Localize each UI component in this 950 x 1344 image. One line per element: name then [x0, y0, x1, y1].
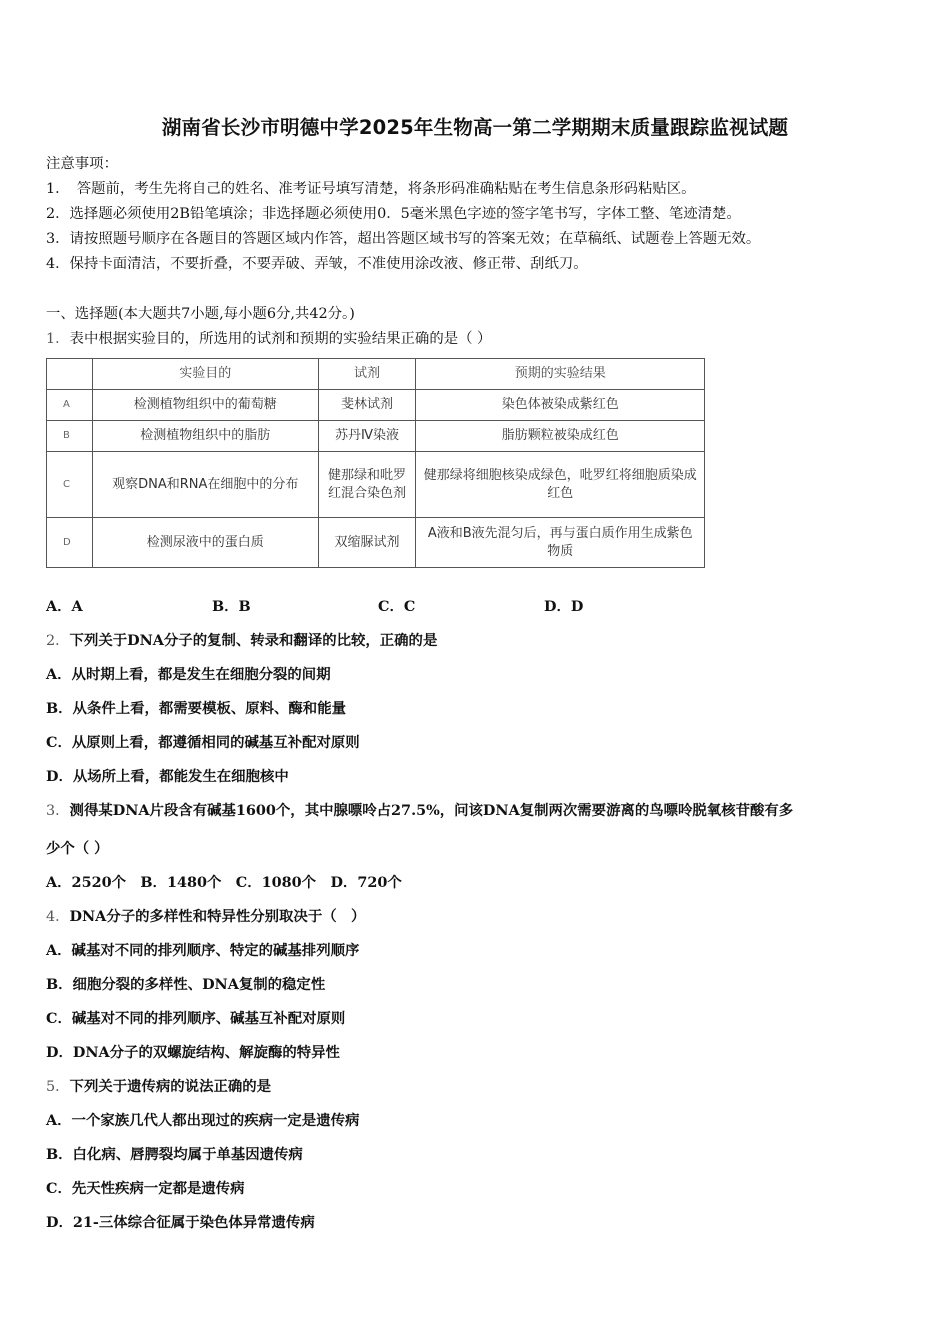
table-header: 试剂	[318, 359, 416, 390]
option-d[interactable]: D．从场所上看，都能发生在细胞核中	[46, 768, 289, 785]
question-stem: 下列关于DNA分子的复制、转录和翻译的比较，正确的是	[69, 632, 438, 649]
row-label: C	[47, 452, 93, 518]
table-header	[47, 359, 93, 390]
table-header-row	[47, 359, 705, 390]
table-cell: 检测尿液中的蛋白质	[92, 518, 318, 568]
question-number: 4．	[46, 909, 70, 925]
question-3-stem-continued: 少个（ ）	[46, 840, 109, 857]
option-c[interactable]: C．碱基对不同的排列顺序、碱基互补配对原则	[46, 1010, 346, 1027]
option-c[interactable]: C．C	[378, 598, 416, 615]
table-row	[47, 390, 705, 421]
question-2	[46, 629, 437, 650]
question-number: 2．	[46, 633, 70, 649]
table-cell: 染色体被染成紫红色	[416, 390, 705, 421]
question-number: 1．	[46, 331, 70, 347]
notice-item-1: 1． 答题前，考生先将自己的姓名、准考证号填写清楚，将条形码准确粘贴在考生信息条形码粘贴区。	[46, 181, 696, 197]
table-cell: 健那绿和吡罗红混合染色剂	[318, 452, 416, 518]
row-label: B	[47, 421, 93, 452]
option-b[interactable]: B．B	[212, 598, 251, 615]
section-heading: 一、选择题(本大题共7小题,每小题6分,共42分。)	[46, 306, 355, 322]
option-a[interactable]: A．从时期上看，都是发生在细胞分裂的间期	[46, 666, 331, 683]
page-title: 湖南省长沙市明德中学2025年生物高一第二学期期末质量跟踪监视试题	[161, 116, 789, 139]
question-number: 3．	[46, 803, 70, 819]
question-stem: 下列关于遗传病的说法正确的是	[69, 1078, 272, 1095]
question-stem: DNA分子的多样性和特异性分别取决于（ ）	[69, 908, 366, 925]
option-b[interactable]: B．细胞分裂的多样性、DNA复制的稳定性	[46, 976, 326, 993]
question-3	[46, 799, 793, 820]
option-d[interactable]: D．D	[544, 598, 584, 615]
q3-options[interactable]: A．2520个 B．1480个 C．1080个 D．720个	[46, 874, 402, 891]
table-cell: 检测植物组织中的葡萄糖	[92, 390, 318, 421]
row-label: A	[47, 390, 93, 421]
notice-item-4: 4．保持卡面清洁，不要折叠，不要弄破、弄皱，不准使用涂改液、修正带、刮纸刀。	[46, 256, 588, 272]
question-stem: 测得某DNA片段含有碱基1600个，其中腺嘌呤占27.5%，问该DNA复制两次需要游离的鸟嘌呤脱氧核苷酸有多	[69, 802, 794, 819]
table-cell: 健那绿将细胞核染成绿色，吡罗红将细胞质染成红色	[416, 452, 705, 518]
option-d[interactable]: D．21-三体综合征属于染色体异常遗传病	[46, 1214, 315, 1231]
option-a[interactable]: A．碱基对不同的排列顺序、特定的碱基排列顺序	[46, 942, 360, 959]
table-cell: 检测植物组织中的脂肪	[92, 421, 318, 452]
question-5	[46, 1075, 271, 1096]
question-1	[46, 327, 491, 348]
table-row	[47, 452, 705, 518]
question-4	[46, 905, 365, 926]
table-cell: 观察DNA和RNA在细胞中的分布	[92, 452, 318, 518]
table-header: 预期的实验结果	[416, 359, 705, 390]
notice-item-3: 3．请按照题号顺序在各题目的答题区域内作答，超出答题区域书写的答案无效；在草稿纸、试题卷上答题无效。	[46, 231, 761, 247]
table-cell: 斐林试剂	[318, 390, 416, 421]
table-cell: A液和B液先混匀后，再与蛋白质作用生成紫色物质	[416, 518, 705, 568]
question-stem: 表中根据实验目的，所选用的试剂和预期的实验结果正确的是（ ）	[69, 331, 492, 347]
notice-item-2: 2．选择题必须使用2B铅笔填涂；非选择题必须使用0．5毫米黑色字迹的签字笔书写，字体工整、笔迹清楚。	[46, 206, 741, 222]
option-a[interactable]: A．一个家族几代人都出现过的疾病一定是遗传病	[46, 1112, 360, 1129]
table-cell: 双缩脲试剂	[318, 518, 416, 568]
table-cell: 脂肪颗粒被染成红色	[416, 421, 705, 452]
option-b[interactable]: B．从条件上看，都需要模板、原料、酶和能量	[46, 700, 346, 717]
table-row	[47, 421, 705, 452]
table-row	[47, 518, 705, 568]
option-c[interactable]: C．从原则上看，都遵循相同的碱基互补配对原则	[46, 734, 360, 751]
option-d[interactable]: D．DNA分子的双螺旋结构、解旋酶的特异性	[46, 1044, 340, 1061]
experiment-table	[46, 358, 705, 568]
option-c[interactable]: C．先天性疾病一定都是遗传病	[46, 1180, 245, 1197]
table-header: 实验目的	[92, 359, 318, 390]
table-cell: 苏丹Ⅳ染液	[318, 421, 416, 452]
option-b[interactable]: B．白化病、唇腭裂均属于单基因遗传病	[46, 1146, 303, 1163]
q1-options	[46, 595, 710, 616]
row-label: D	[47, 518, 93, 568]
option-a[interactable]: A．A	[46, 598, 83, 615]
question-number: 5．	[46, 1079, 70, 1095]
notice-heading: 注意事项：	[46, 156, 118, 172]
